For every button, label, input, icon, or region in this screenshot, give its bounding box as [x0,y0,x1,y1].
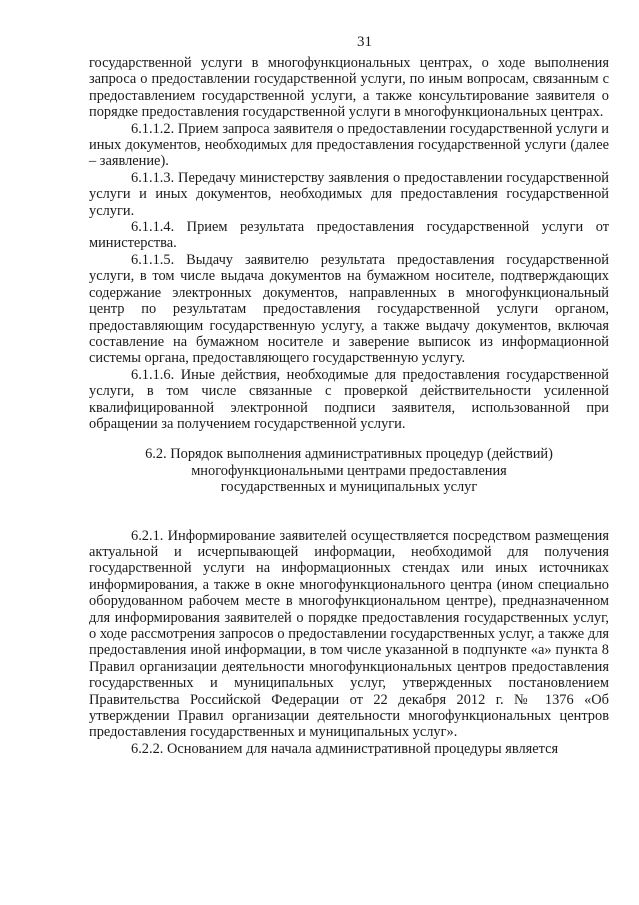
paragraph-6-1-1-6: 6.1.1.6. Иные действия, необходимые для предоставления государственной услуги, в том числе связанные с проверкой действительности усиленной квалифицированной электронной подписи заявителя, использованной при обращении за получением государственной услуги. [89,366,609,432]
paragraph-continuation: государственной услуги в многофункциональных центрах, о ходе выполнения запроса о предоставлении государственной услуги, по иным вопросам, связанным с предоставлением государственной услуги, а также консультирование заявителя о порядке предоставления государственной услуги в многофункциональных центрах. [89,55,609,121]
paragraph-6-2-1: 6.2.1. Информирование заявителей осуществляется посредством размещения актуальной и исчерпывающей информации, необходимой для получения государственной услуги на информационных стендах или иных источниках информирования, а также в окне многофункционального центра (ином специально оборудованном рабочем месте в многофункциональном центре), предназначенном для информирования заявителей о порядке предоставления государственных услуг, о ходе рассмотрения запросов о предоставлении государственных услуг, а также для предоставления иной информации, в том числе указанной в подпункте «а» пункта 8 Правил организации деятельности многофункциональных центров предоставления государственных и муниципальных услуг, утвержденных постановлением Правительства Российской Федерации от 22 декабря 2012 г. № 1376 «Об утверждении Правил организации деятельности многофункциональных центров предоставления государственных и муниципальных услуг». [89,527,609,741]
section-heading-line: государственных и муниципальных услуг [220,479,478,496]
paragraph-6-1-1-3: 6.1.1.3. Передачу министерству заявления о предоставлении государственной услуги и иных документов, необходимых для предоставления государственной услуги. [89,169,609,219]
paragraph-6-2-2: 6.2.2. Основанием для начала административной процедуры является [131,740,559,757]
section-heading-6-2 [89,446,609,495]
paragraph-6-1-1-5: 6.1.1.5. Выдачу заявителю результата предоставления государственной услуги, в том числе выдача документов на бумажном носителе, подтверждающих содержание электронных документов, направленных в многофункциональный центр по результатам предоставления государственной услуги органом, предоставляющим государственную услугу, а также выдачу документов, включая составление на бумажном носителе и заверение выписок из информационной системы органа, предоставляющего государственную услугу. [89,251,609,367]
document-body [89,55,609,757]
section-heading-line: многофункциональными центрами предоставления [191,462,507,479]
paragraph-6-1-1-4: 6.1.1.4. Прием результата предоставления государственной услуги от министерства. [89,219,609,252]
page-number: 31 [357,34,372,50]
paragraph-6-1-1-2: 6.1.1.2. Прием запроса заявителя о предоставлении государственной услуги и иных документов, необходимых для предоставления государственной услуги (далее – заявление). [89,120,609,170]
section-heading-line: 6.2. Порядок выполнения административных процедур (действий) [145,446,553,463]
